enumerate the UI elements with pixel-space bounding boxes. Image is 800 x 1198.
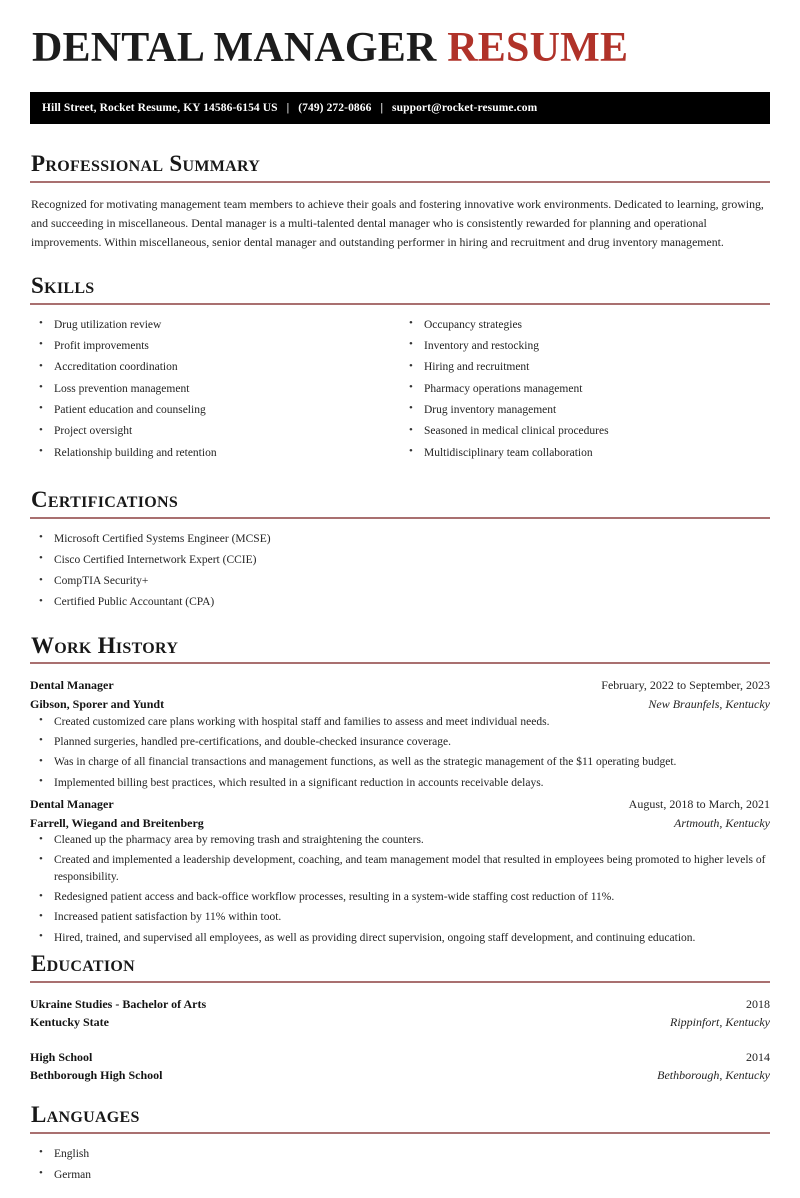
work-entry [30, 795, 770, 946]
section-divider-languages [30, 1132, 770, 1134]
work-job-dates: February, 2022 to September, 2023 [601, 678, 770, 693]
section-professional-summary [30, 150, 770, 252]
list-item: • Planned surgeries, handled pre-certifications, and double-checked insurance coverage. [30, 734, 770, 750]
list-item: • Redesigned patient access and back-office workflow processes, resulting in a system-wide staffing cost reduction of 11%. [30, 889, 770, 905]
list-item: • Increased patient satisfaction by 11% within toot. [30, 909, 770, 925]
skills-column-left [30, 317, 400, 466]
skills-column-right [400, 317, 770, 466]
list-item: • Microsoft Certified Systems Engineer (MCSE) [30, 531, 770, 547]
education-school-row [30, 1013, 770, 1032]
list-item: • Implemented billing best practices, which resulted in a significant reduction in accounts receivable delays. [30, 775, 770, 791]
section-divider-certifications [30, 517, 770, 519]
education-year: 2014 [746, 1049, 770, 1064]
section-languages [30, 1101, 770, 1183]
page-title [32, 26, 770, 70]
section-divider-work-history [30, 662, 770, 664]
section-divider-professional-summary [30, 181, 770, 183]
list-item: • Profit improvements [30, 338, 400, 354]
list-item: • Cisco Certified Internetwork Expert (CCIE) [30, 552, 770, 568]
list-item: • Cleaned up the pharmacy area by removing trash and straightening the counters. [30, 832, 770, 848]
education-year: 2018 [746, 996, 770, 1011]
section-divider-skills [30, 303, 770, 305]
contact-bar [30, 92, 770, 124]
work-responsibilities-list [30, 714, 770, 791]
education-entry [30, 995, 770, 1032]
skills-columns [30, 317, 770, 466]
list-item: • Hiring and recruitment [400, 359, 770, 375]
list-item: • Certified Public Accountant (CPA) [30, 594, 770, 610]
section-heading-languages: Languages [31, 1102, 140, 1128]
list-item: • Drug utilization review [30, 317, 400, 333]
page-title-accent: RESUME [447, 25, 629, 71]
list-item: • Hired, trained, and supervised all employees, as well as providing direct supervision, ongoing staff development, and continuing education. [30, 930, 770, 946]
work-company-name: Gibson, Sporer and Yundt [30, 697, 165, 711]
contact-separator-1: | [286, 102, 290, 115]
list-item: • Occupancy strategies [400, 317, 770, 333]
list-item: • Pharmacy operations management [400, 381, 770, 397]
list-item: • Project oversight [30, 423, 400, 439]
languages-list [30, 1146, 770, 1184]
list-item: • Accreditation coordination [30, 359, 400, 375]
contact-email[interactable]: support@rocket-resume.com [392, 102, 538, 115]
list-item: • Seasoned in medical clinical procedures [400, 423, 770, 439]
contact-phone[interactable]: (749) 272-0866 [298, 102, 372, 115]
list-item: • Patient education and counseling [30, 402, 400, 418]
section-heading-certifications: Certifications [31, 486, 179, 512]
education-degree-row [30, 995, 770, 1014]
section-heading-skills: Skills [31, 273, 95, 299]
education-school: Kentucky State [30, 1015, 109, 1030]
certifications-list [30, 531, 770, 611]
page-title-main: DENTAL MANAGER [32, 25, 437, 71]
section-heading-professional-summary: Professional Summary [31, 151, 261, 177]
list-item: • Loss prevention management [30, 381, 400, 397]
work-entry-title-row [30, 676, 770, 695]
section-skills [30, 272, 770, 466]
section-divider-education [30, 981, 770, 983]
education-degree: High School [30, 1049, 93, 1064]
education-school: Bethborough High School [30, 1068, 163, 1083]
work-entry [30, 676, 770, 791]
section-work-history [30, 632, 770, 946]
list-item: • Multidisciplinary team collaboration [400, 445, 770, 461]
list-item: • Relationship building and retention [30, 445, 400, 461]
list-item: • Was in charge of all financial transactions and management functions, as well as the strategic management of the $11 operating budget. [30, 754, 770, 770]
work-entry-company-row [30, 695, 770, 714]
work-job-location: New Braunfels, Kentucky [648, 697, 770, 711]
work-entry-title-row [30, 795, 770, 814]
education-degree: Ukraine Studies - Bachelor of Arts [30, 996, 207, 1011]
education-location: Bethborough, Kentucky [657, 1068, 770, 1083]
list-item: • Created customized care plans working with hospital staff and families to assess and meet individual needs. [30, 714, 770, 730]
work-job-dates: August, 2018 to March, 2021 [628, 796, 770, 811]
work-job-title: Dental Manager [30, 796, 114, 811]
work-entry-company-row [30, 814, 770, 833]
list-item: • English [30, 1146, 770, 1162]
section-education [30, 950, 770, 1085]
list-item: • Inventory and restocking [400, 338, 770, 354]
skills-list-right [400, 317, 770, 461]
work-job-location: Artmouth, Kentucky [674, 815, 770, 830]
skills-list-left [30, 317, 400, 461]
education-location: Rippinfort, Kentucky [670, 1015, 770, 1030]
section-heading-work-history: Work History [31, 632, 179, 658]
education-entry [30, 1048, 770, 1085]
work-responsibilities-list [30, 832, 770, 946]
section-certifications [30, 486, 770, 611]
list-item: • CompTIA Security+ [30, 573, 770, 589]
contact-separator-2: | [380, 102, 384, 115]
list-item: • Drug inventory management [400, 402, 770, 418]
contact-address: Hill Street, Rocket Resume, KY 14586-6154 US [42, 102, 278, 115]
list-item: • Created and implemented a leadership development, coaching, and team management model that resulted in employees being promoted to higher levels of responsibility. [30, 852, 770, 885]
work-company-name: Farrell, Wiegand and Breitenberg [30, 815, 204, 830]
section-heading-education: Education [31, 951, 135, 977]
list-item: • German [30, 1167, 770, 1183]
education-school-row [30, 1066, 770, 1085]
education-degree-row [30, 1048, 770, 1067]
work-job-title: Dental Manager [30, 678, 114, 693]
professional-summary-text: Recognized for motivating management team members to achieve their goals and fostering innovative work environments. Dedicated to learning, growing, and succeeding in miscellaneous. Dental manager is a multi-talented dental manager who is consistently rewarded for planning and operational improvements. Within miscellaneous, senior dental manager and outstanding performer in hiring and recruitment and drug inventory management. [31, 196, 764, 249]
